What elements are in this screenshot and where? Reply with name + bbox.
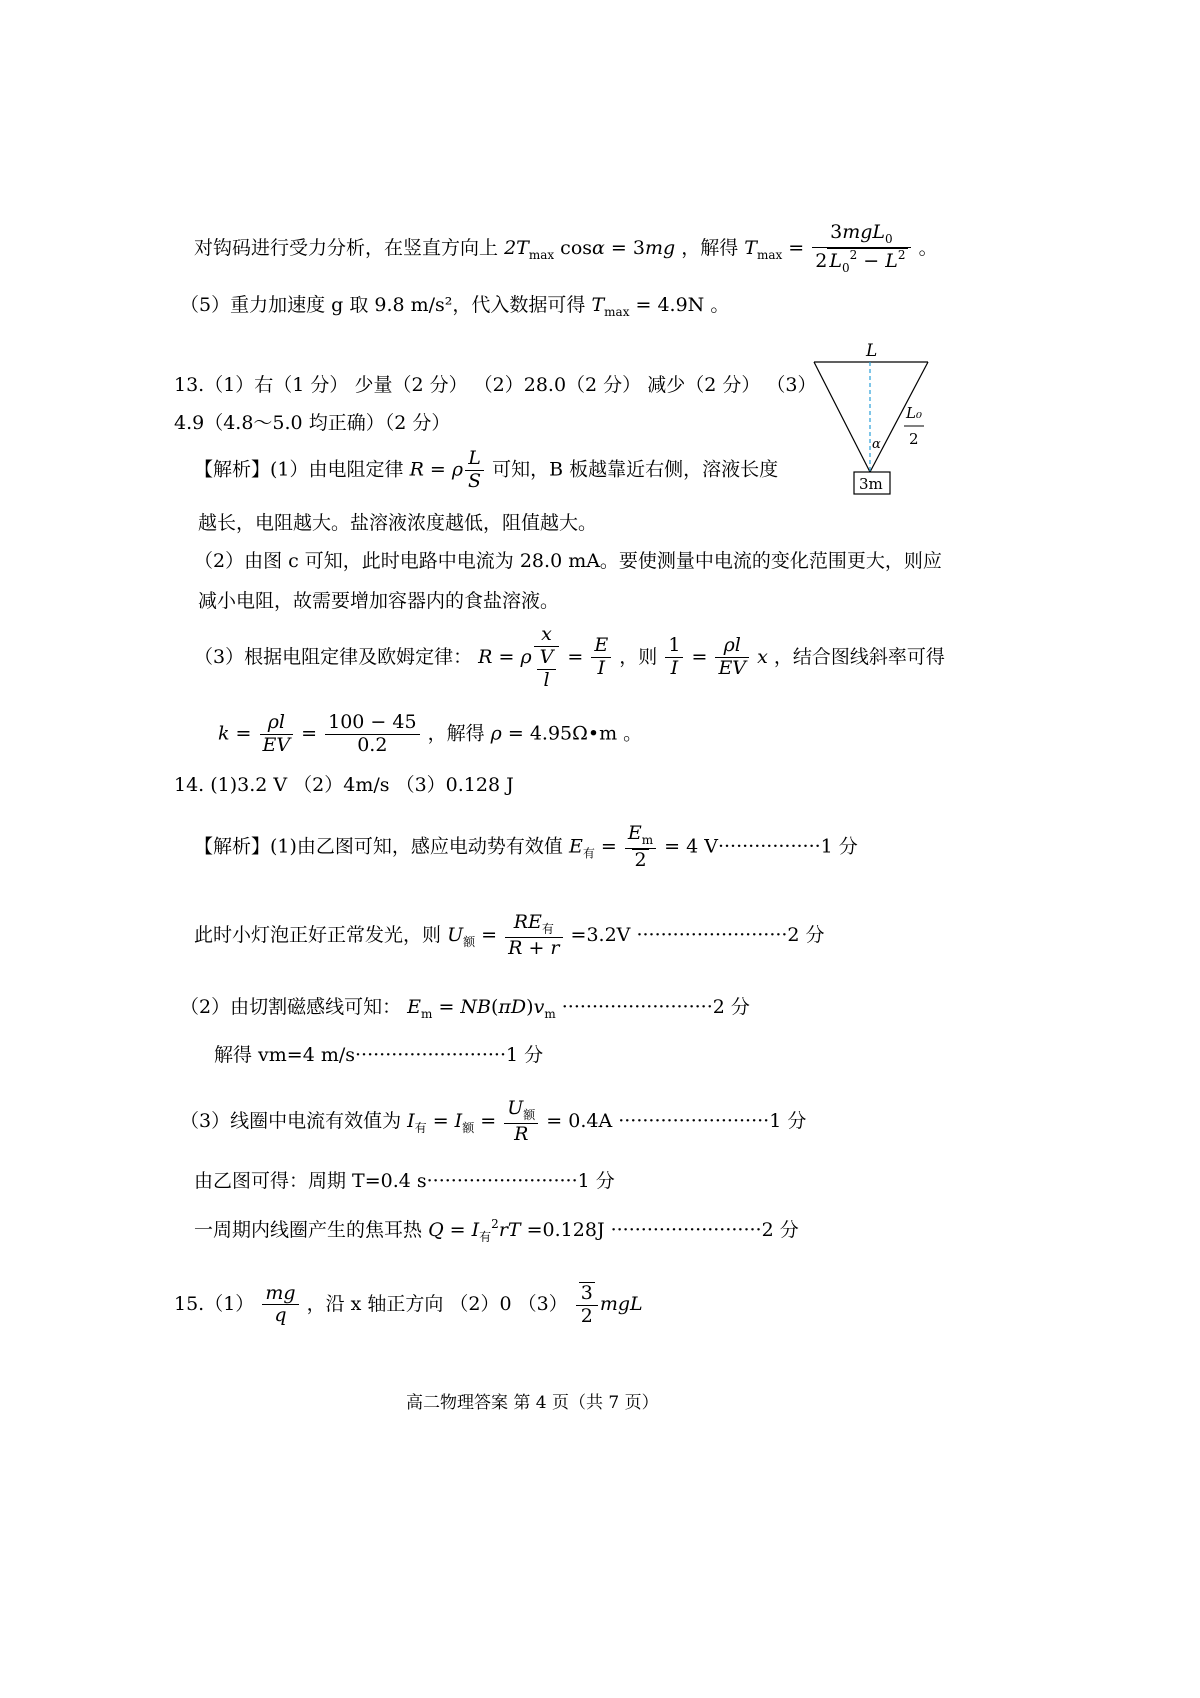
- q14-step2: 此时小灯泡正好正常发光，则 $U_额$ = $\frac{RE_有}{R + r}$ =3.2V ·························2 分: [194, 911, 825, 959]
- q13-answer-line2: 4.9（4.8～5.0 均正确）（2 分）: [174, 412, 451, 434]
- q13-analysis-1-cont: 越长，电阻越大。盐溶液浓度越低，阻值越大。: [198, 512, 598, 534]
- q14-step3: （2）由切割磁感线可知： $E_m = NB(\pi D)v_m \cdot\cdot\cdot\cdot\cdot\cdot\cdot\cdot\cdot\cdot\cdot\cdot\cdot\cdot\cdot\cdot\cdot\cdot\cdot\cdot\cdot\cdot\cdot\cdot\cdot 2$ 分: [180, 996, 750, 1021]
- q14-answer: 14. (1)3.2 V （2）4m/s （3）0.128 J: [174, 774, 514, 796]
- q15-answer: 15.（1） $\frac{mg}{q}$ ，沿 x 轴正方向 （2）0 （3） $\frac{3}{2}$ mgL: [174, 1281, 643, 1327]
- q14-step5: （3）线圈中电流有效值为 $I_有 = I_额$ = $\frac{U_额}{R}$ = 0.4A ·························1 分: [180, 1097, 807, 1145]
- triangle-figure: [808, 338, 938, 508]
- q13-analysis-1: 【解析】(1）由电阻定律 R = ρ $\frac{L}{S}$ 可知，B 板越靠近右侧，溶液长度: [194, 447, 779, 492]
- figure-label-side-num: L₀: [906, 404, 922, 422]
- q14-step1: 【解析】(1)由乙图可知，感应电动势有效值 $E_有$ = $\frac{E_m}{2}$ = 4 V·················1 分: [194, 822, 858, 871]
- q13-analysis-3-line2: k = $\frac{\rho l}{EV}$ = $\frac{100 - 45}{0.2}$ ，解得 ρ = 4.95Ω•m 。: [218, 711, 643, 756]
- eq-force-analysis: 对钩码进行受力分析，在竖直方向上 $2T_{max}$ cosα = 3mg ，解得 $T_{max}$ = $\frac{3mgL_0}{2 L_0^2 - L^2}$ 。: [194, 221, 938, 275]
- q14-step4: 解得 vm=4 m/s·························1 分: [214, 1044, 544, 1066]
- figure-label-angle: α: [872, 437, 881, 452]
- figure-label-top: L: [866, 341, 878, 361]
- figure-label-box: 3m: [859, 475, 883, 493]
- q13-analysis-3: （3）根据电阻定律及欧姆定律： R = ρ $\frac{x}{\frac{V}{l}}$ = $\frac{E}{I}$ ，则 $\frac{1}{I}$ = $\frac{\rho l}{EV}$ x ，结合图线斜率可得: [194, 623, 945, 691]
- q14-step6: 由乙图可得：周期 T=0.4 s·························1 分: [194, 1170, 615, 1192]
- eq-tmax-result: （5）重力加速度 g 取 9.8 m/s²，代入数据可得 $T_{max} = 4.9N$ 。: [180, 294, 730, 319]
- q13-analysis-2-line1: （2）由图 c 可知，此时电路中电流为 28.0 mA。要使测量中电流的变化范围更大，则应: [194, 550, 942, 572]
- q14-step7: 一周期内线圈产生的焦耳热 $Q = I_有^2rT =0.128J \cdot\cdot\cdot\cdot\cdot\cdot\cdot\cdot\cdot\cdot\cdot\cdot\cdot\cdot\cdot\cdot\cdot\cdot\cdot\cdot\cdot\cdot\cdot\cdot\cdot 2$ 分: [194, 1217, 799, 1244]
- page-footer: 高二物理答案 第 4 页（共 7 页）: [406, 1393, 659, 1413]
- figure-label-side-den: 2: [909, 430, 919, 448]
- q13-analysis-2-line2: 减小电阻，故需要增加容器内的食盐溶液。: [198, 590, 560, 612]
- q13-answer-line1: 13.（1）右（1 分） 少量（2 分） （2）28.0（2 分） 减少（2 分） （3）: [174, 374, 817, 396]
